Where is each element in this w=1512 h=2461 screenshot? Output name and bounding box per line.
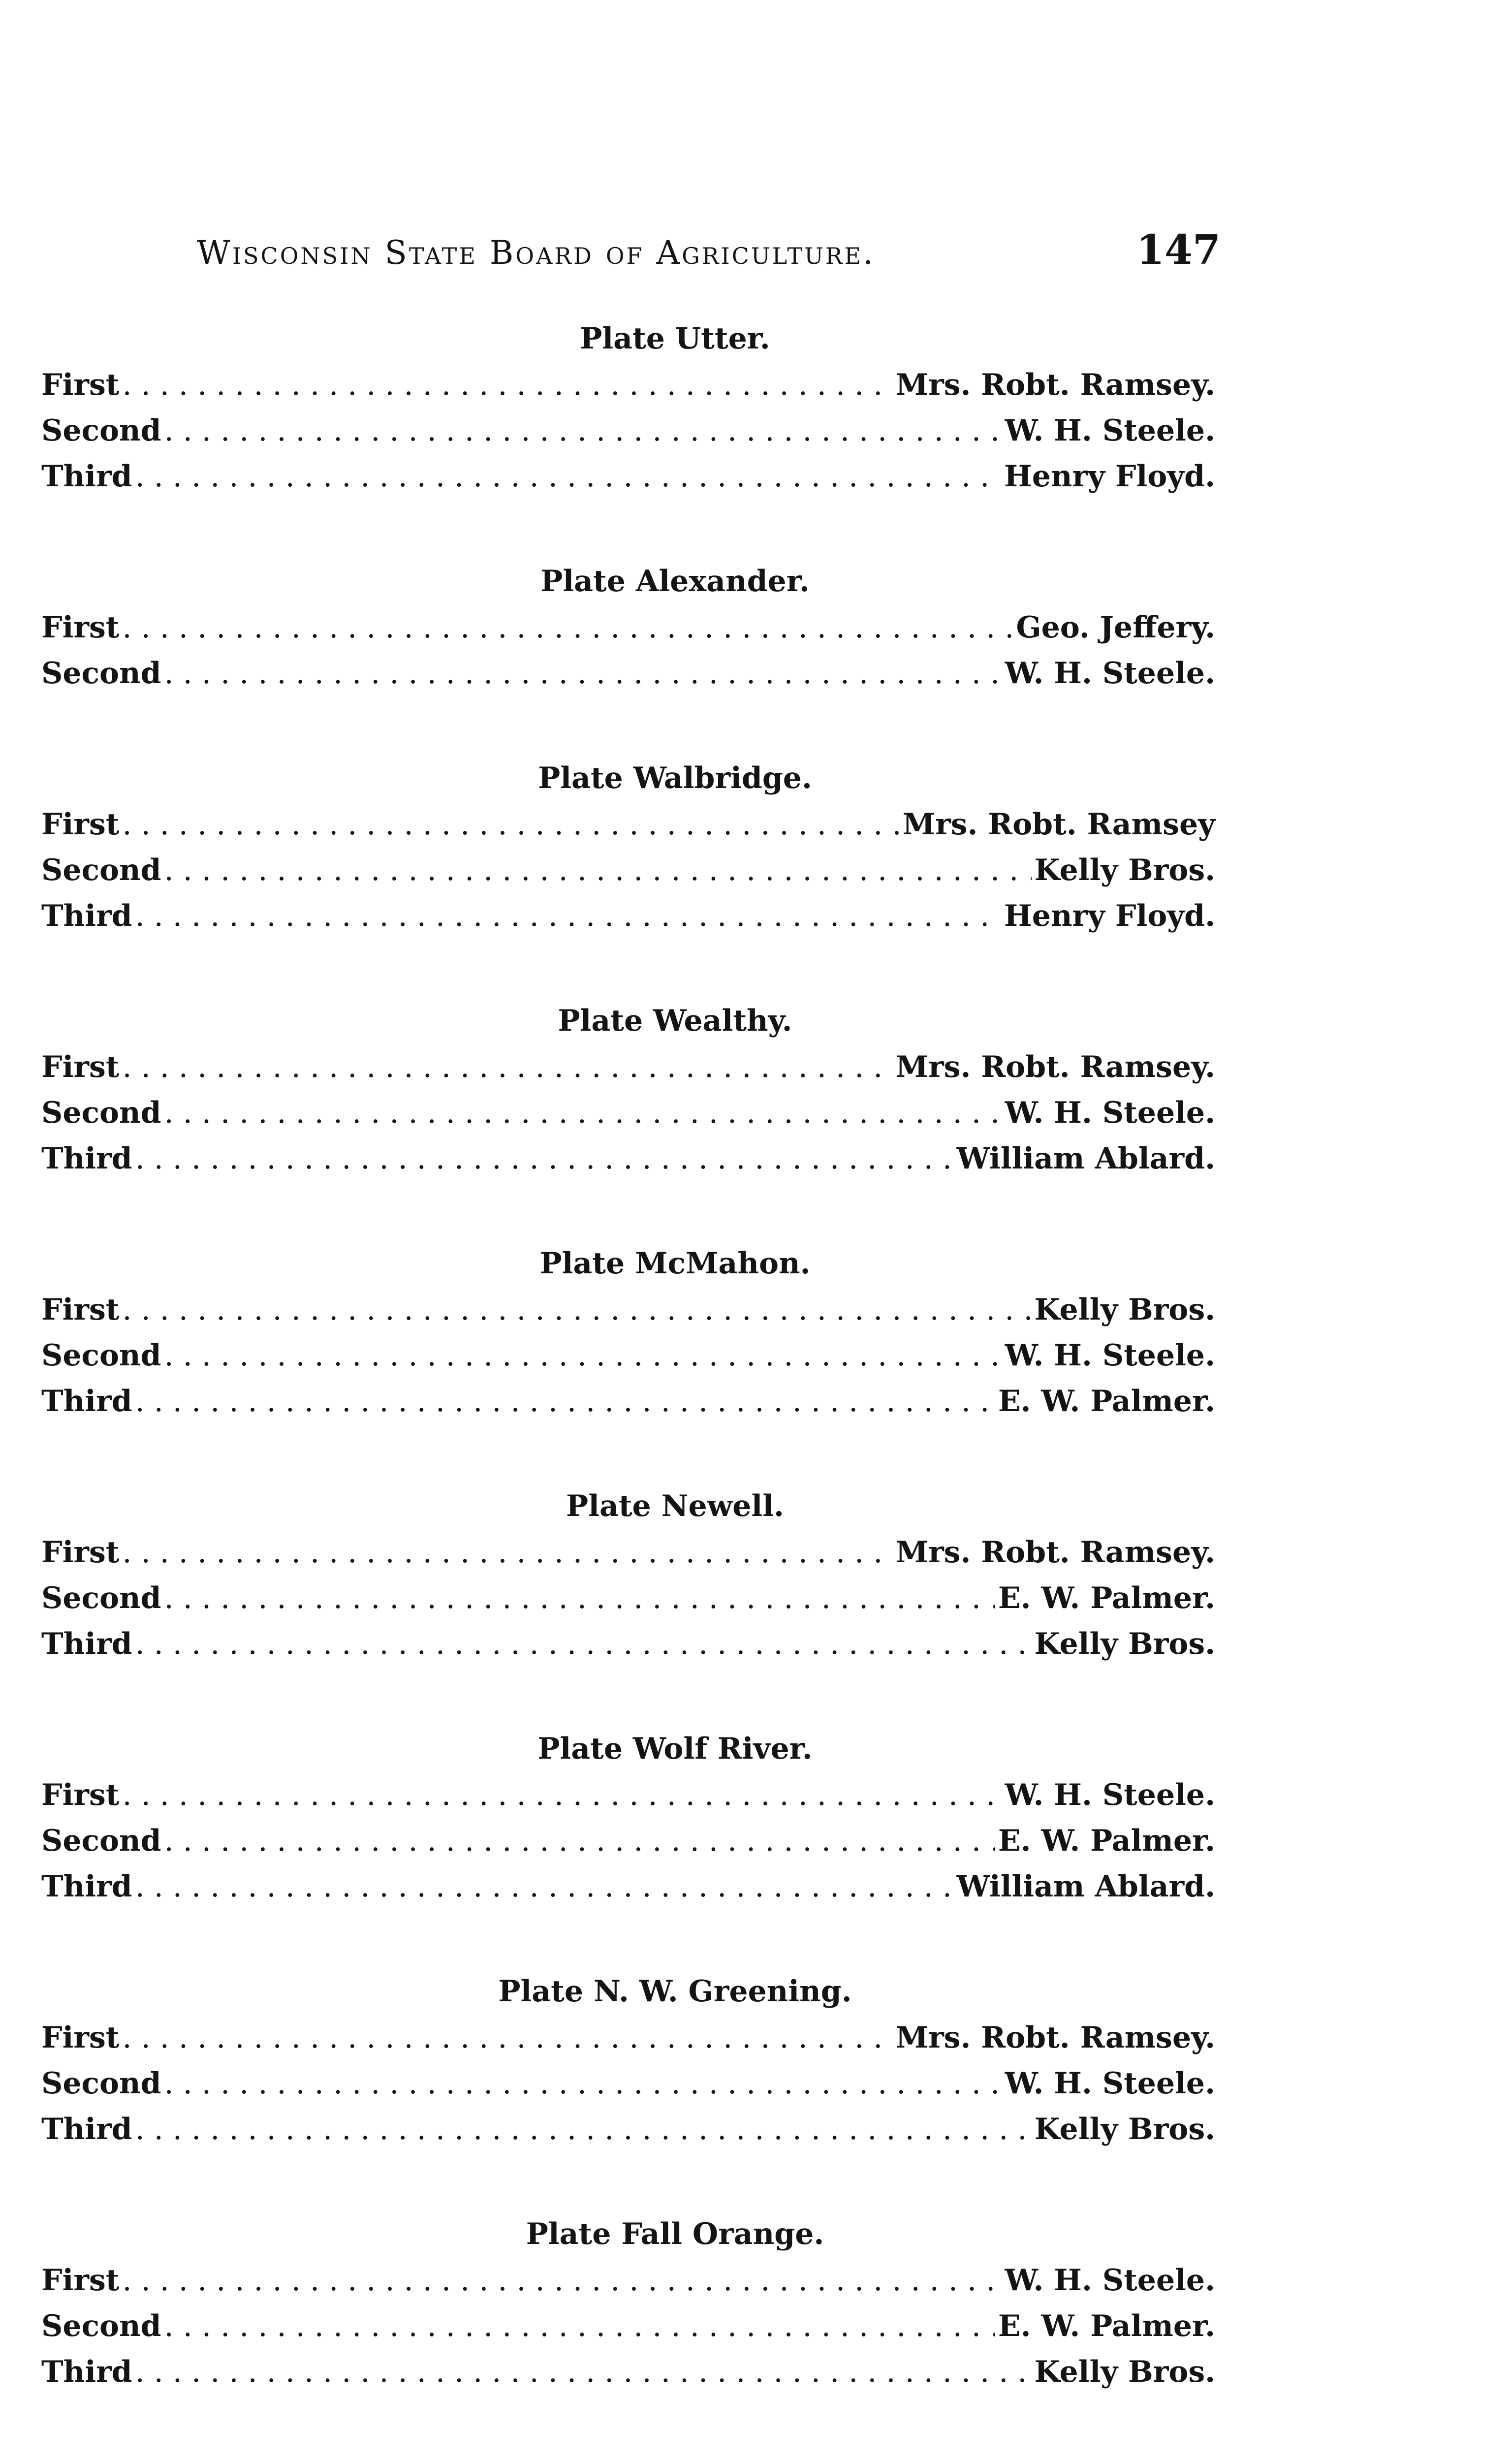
award-section — [41, 1968, 1215, 2152]
dot-leader — [135, 1864, 954, 1910]
dot-leader — [135, 454, 1001, 500]
page-number: 147 — [1136, 226, 1221, 274]
dot-leader — [135, 1136, 954, 1182]
running-title: Wisconsin State Board of Agriculture. — [197, 234, 876, 272]
dot-leader — [164, 2303, 995, 2349]
award-entry — [41, 1772, 1215, 1818]
place-label: Second — [41, 1338, 161, 1373]
section-title: Plate Wolf River. — [537, 1732, 813, 1766]
section-title: Plate Fall Orange. — [526, 2217, 824, 2251]
award-entry — [41, 2303, 1215, 2349]
place-label: Third — [41, 1627, 132, 1661]
place-label: Third — [41, 459, 132, 494]
dot-leader — [164, 2061, 1002, 2107]
award-entry — [41, 1090, 1215, 1136]
section-title: Plate Newell. — [566, 1489, 784, 1523]
award-entry — [41, 1621, 1215, 1667]
award-entry — [41, 2015, 1215, 2061]
award-entry — [41, 1333, 1215, 1379]
award-entry — [41, 848, 1215, 893]
award-section — [41, 2210, 1215, 2395]
place-label: First — [41, 1293, 120, 1327]
dot-leader — [135, 2107, 1032, 2152]
place-label: Second — [41, 1096, 161, 1130]
section-title: Plate McMahon. — [539, 1246, 811, 1281]
winner-name: William Ablard. — [956, 1141, 1215, 1176]
winner-name: Mrs. Robt. Ramsey — [902, 807, 1215, 842]
award-entry — [41, 2061, 1215, 2107]
place-label: Second — [41, 2066, 161, 2101]
place-label: First — [41, 1778, 120, 1812]
award-entry — [41, 2349, 1215, 2395]
award-entry — [41, 605, 1215, 651]
winner-name: E. W. Palmer. — [998, 2309, 1215, 2343]
place-label: Second — [41, 1581, 161, 1615]
section-title: Plate Alexander. — [540, 564, 810, 599]
dot-leader — [164, 1576, 995, 1621]
place-label: First — [41, 807, 120, 842]
section-title: Plate N. W. Greening. — [498, 1974, 852, 2009]
winner-name: Kelly Bros. — [1034, 853, 1215, 887]
award-entry — [41, 408, 1215, 454]
place-label: Third — [41, 1869, 132, 1904]
dot-leader — [123, 362, 893, 408]
winner-name: William Ablard. — [956, 1869, 1215, 1904]
winner-name: E. W. Palmer. — [998, 1824, 1215, 1858]
award-section — [41, 1240, 1215, 1424]
dot-leader — [123, 1530, 893, 1576]
awards-list — [41, 315, 1215, 2453]
dot-leader — [123, 605, 1013, 651]
award-section — [41, 997, 1215, 1182]
place-label: First — [41, 2263, 120, 2298]
place-label: Third — [41, 2112, 132, 2146]
award-entry — [41, 1379, 1215, 1424]
winner-name: Mrs. Robt. Ramsey. — [895, 1535, 1215, 1570]
winner-name: Kelly Bros. — [1034, 2112, 1215, 2146]
winner-name: Kelly Bros. — [1034, 1627, 1215, 1661]
award-entry — [41, 1864, 1215, 1910]
place-label: Second — [41, 853, 161, 887]
award-section — [41, 315, 1215, 500]
winner-name: W. H. Steele. — [1005, 1778, 1215, 1812]
award-entry — [41, 802, 1215, 848]
dot-leader — [164, 1818, 995, 1864]
award-section — [41, 755, 1215, 939]
award-section — [41, 558, 1215, 696]
section-title: Plate Wealthy. — [558, 1004, 792, 1038]
winner-name: W. H. Steele. — [1005, 1096, 1215, 1130]
dot-leader — [123, 1772, 1002, 1818]
award-section — [41, 1725, 1215, 1910]
winner-name: W. H. Steele. — [1005, 2263, 1215, 2298]
dot-leader — [164, 1333, 1002, 1379]
award-entry — [41, 1136, 1215, 1182]
dot-leader — [123, 1044, 893, 1090]
place-label: First — [41, 2020, 120, 2055]
place-label: Third — [41, 899, 132, 933]
award-entry — [41, 362, 1215, 408]
place-label: Third — [41, 1384, 132, 1419]
place-label: Second — [41, 2309, 161, 2343]
winner-name: E. W. Palmer. — [998, 1581, 1215, 1615]
place-label: First — [41, 1535, 120, 1570]
award-entry — [41, 1530, 1215, 1576]
dot-leader — [164, 651, 1002, 696]
winner-name: Mrs. Robt. Ramsey. — [895, 1050, 1215, 1084]
place-label: Third — [41, 1141, 132, 1176]
winner-name: W. H. Steele. — [1005, 1338, 1215, 1373]
award-entry — [41, 1576, 1215, 1621]
section-title: Plate Walbridge. — [538, 761, 812, 795]
winner-name: Geo. Jeffery. — [1016, 610, 1215, 645]
place-label: First — [41, 1050, 120, 1084]
award-entry — [41, 1044, 1215, 1090]
place-label: Third — [41, 2355, 132, 2389]
place-label: First — [41, 610, 120, 645]
section-title: Plate Utter. — [580, 321, 770, 356]
winner-name: W. H. Steele. — [1005, 656, 1215, 691]
dot-leader — [164, 848, 1032, 893]
award-entry — [41, 2107, 1215, 2152]
place-label: Second — [41, 1824, 161, 1858]
dot-leader — [123, 2258, 1002, 2303]
winner-name: Kelly Bros. — [1034, 1293, 1215, 1327]
page-header — [197, 226, 1221, 274]
award-entry — [41, 1287, 1215, 1333]
dot-leader — [135, 1379, 995, 1424]
winner-name: E. W. Palmer. — [998, 1384, 1215, 1419]
dot-leader — [135, 2349, 1032, 2395]
dot-leader — [164, 1090, 1002, 1136]
dot-leader — [135, 1621, 1032, 1667]
dot-leader — [135, 893, 1001, 939]
award-entry — [41, 454, 1215, 500]
dot-leader — [123, 1287, 1032, 1333]
place-label: Second — [41, 413, 161, 448]
winner-name: Mrs. Robt. Ramsey. — [895, 368, 1215, 402]
winner-name: Henry Floyd. — [1004, 899, 1215, 933]
winner-name: W. H. Steele. — [1005, 2066, 1215, 2101]
dot-leader — [123, 802, 900, 848]
winner-name: W. H. Steele. — [1005, 413, 1215, 448]
award-entry — [41, 2258, 1215, 2303]
winner-name: Kelly Bros. — [1034, 2355, 1215, 2389]
award-entry — [41, 1818, 1215, 1864]
winner-name: Henry Floyd. — [1004, 459, 1215, 494]
dot-leader — [164, 408, 1002, 454]
place-label: First — [41, 368, 120, 402]
award-entry — [41, 651, 1215, 696]
award-entry — [41, 893, 1215, 939]
place-label: Second — [41, 656, 161, 691]
winner-name: Mrs. Robt. Ramsey. — [895, 2020, 1215, 2055]
award-section — [41, 1483, 1215, 1667]
dot-leader — [123, 2015, 893, 2061]
